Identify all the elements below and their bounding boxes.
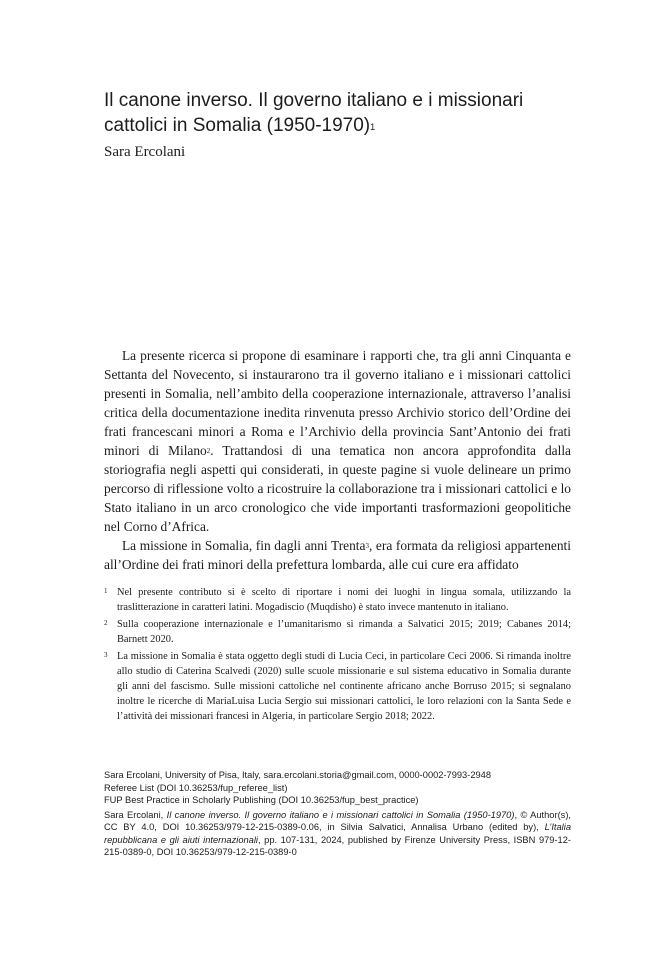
footnote-number: 2 [104, 619, 108, 627]
author-affiliation: Sara Ercolani, University of Pisa, Italy, sara.ercolani.storia@gmail.com, 0000-0002-7993-2948 [104, 770, 492, 780]
paragraph-1-text-a: La presente ricerca si propone di esaminare i rapporti che, tra gli anni Cinquanta e Settanta del Novecento, si instaurarono tra il governo italiano e i missionari cattolici presenti in Somalia, nell’ambito della cooperazione internazionale, attraverso l’analisi critica della documentazione inedita rinvenuta presso Archivio storico dell’Ordine dei frati francescani minori a Roma e l’Archivio della provincia Sant’Antonio dei frati minori di Milano [104, 348, 571, 458]
paragraph-2 [104, 536, 571, 574]
citation-title: Il canone inverso. Il governo italiano e i missionari cattolici in Somalia (1950-1970) [166, 809, 515, 820]
footnote-text: Sulla cooperazione internazionale e l’umanitarismo si rimanda a Salvatici 2015; 2019; Cabanes 2014; Barnett 2020. [117, 619, 571, 645]
paragraph-2-text-b: , era formata da religiosi appartenenti all’Ordine dei frati minori della prefettura lombarda, alle cui cure era affidato [104, 538, 571, 572]
citation-part-1: Sara Ercolani, [104, 809, 167, 820]
footnote-number: 3 [104, 651, 108, 659]
paragraph-1-text-b: . Trattandosi di una tematica non ancora approfondita dalla storiografia negli aspetti qui considerati, in queste pagine si vuole delineare un primo percorso di riflessione volto a ricostruire la collaborazione tra i missionari cattolici e lo Stato italiano in un arco cronologico che vide importanti trasformazioni geopolitiche nel Corno d’Africa. [104, 443, 571, 534]
footnote-ref-2[interactable]: 2 [206, 447, 211, 455]
footnote-ref-1[interactable]: 1 [370, 122, 376, 132]
footnotes [104, 585, 571, 726]
author-name: Sara Ercolani [104, 144, 186, 160]
paragraph-2-text-a: La missione in Somalia, fin dagli anni Trenta [122, 538, 366, 553]
paragraph-1 [104, 346, 571, 536]
chapter-title-text: Il canone inverso. Il governo italiano e i missionari cattolici in Somalia (1950-1970) [104, 90, 524, 136]
footnote-ref-3[interactable]: 3 [365, 542, 369, 550]
footnote-2 [104, 617, 571, 647]
citation-part-2: , © Author(s), CC BY 4.0, DOI 10.36253/979-12-215-0389-0.06, in Silvia Salvatici, Annalisa Urbano (edited by), [104, 809, 571, 832]
best-practice-link[interactable]: FUP Best Practice in Scholarly Publishing (DOI 10.36253/fup_best_practice) [104, 795, 419, 805]
citation-book-title: L’Italia repubblicana e gli aiuti internazionali [104, 822, 571, 845]
publication-info [104, 769, 571, 859]
footnote-text: Nel presente contributo si è scelto di riportare i nomi dei luoghi in lingua somala, utilizzando la traslitterazione in caratteri latini. Mogadiscio (Muqdisho) è stato invece mantenuto in italiano. [117, 587, 571, 613]
chapter-title [104, 88, 574, 138]
footnote-text: La missione in Somalia è stata oggetto degli studi di Lucia Ceci, in particolare Ceci 2006. Si rimanda inoltre allo studio di Caterina Scalvedi (2020) sulle scuole missionarie e sul sistema educativo in Somalia durante gli anni del fascismo. Sulle missioni cattoliche nel continente africano anche Borruso 2015; si segnalano inoltre le ricerche di MariaLuisa Lucia Sergio sui missionari cattolici, le loro relazioni con la Santa Sede e l’attività dei missionari francesi in Algeria, in particolare Sergio 2018; 2022. [117, 651, 571, 722]
citation-part-3: , pp. 107-131, 2024, published by Firenze University Press, ISBN 979-12-215-0389-0, DOI 10.36253/979-12-215-0389-0 [104, 834, 571, 857]
referee-list-link[interactable]: Referee List (DOI 10.36253/fup_referee_list) [104, 782, 288, 793]
footnote-1 [104, 585, 571, 615]
citation [104, 809, 571, 859]
footnote-3 [104, 649, 571, 724]
body-text [104, 346, 571, 574]
footnote-number: 1 [104, 587, 108, 595]
